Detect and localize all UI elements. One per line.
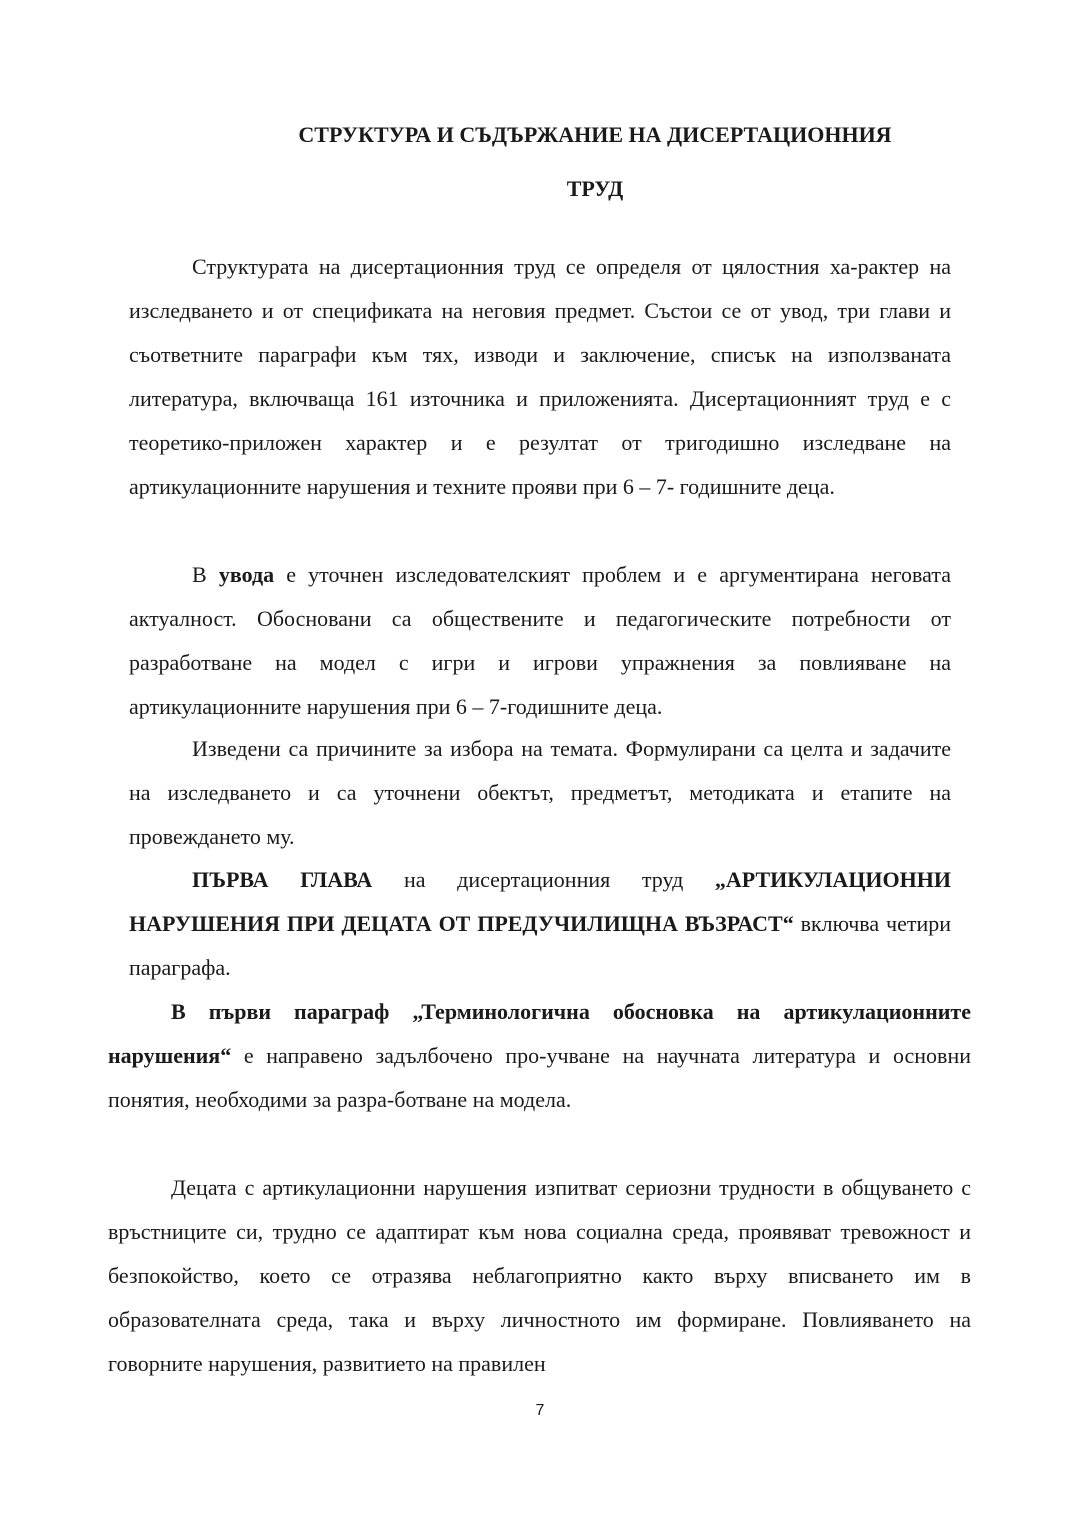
paragraph-structure: Структурата на дисертационния труд се определя от цялостния ха-рактер на изследването и от спецификата на неговия предмет. Състои се от увод, три глави и съответните параграфи към тях, изводи и заключение, списък на използваната литература, включваща 161 източника и приложенията. Дисертационният труд е с теоретико-приложен характер и е резултат от тригодишно изследване на артикулационните нарушения и техните прояви при 6 – 7- годишните деца. bbox=[129, 254, 951, 499]
chapter-one-label: ПЪРВА ГЛАВА bbox=[192, 867, 373, 892]
paragraph-children: Децата с артикулационни нарушения изпитват сериозни трудности в общуването с връстниците си, трудно се адаптират към нова социална среда, проявяват тревожност и безпокойство, което се отразява неблагоприятно както върху вписването им в образователната среда, така и върху личностното им формиране. Повлияването на говорните нарушения, развитието на правилен bbox=[108, 1175, 971, 1376]
page-title-line-2: ТРУД bbox=[566, 176, 624, 201]
first-section-post: е направено задълбочено про-учване на научната литература и основни понятия, необходими за разра-ботване на модела. bbox=[108, 1043, 971, 1112]
paragraph-introduction-pre: В bbox=[192, 562, 219, 587]
page-title-line-1: СТРУКТУРА И СЪДЪРЖАНИЕ НА ДИСЕРТАЦИОННИЯ bbox=[298, 122, 892, 147]
first-section-title: В първи параграф „Терминологична обосновка на артикулационните нарушения“ bbox=[108, 999, 971, 1068]
chapter-one-post: включва четири параграфа. bbox=[129, 911, 951, 980]
paragraph-chapter-one bbox=[129, 858, 951, 990]
page-number: 7 bbox=[535, 1402, 545, 1419]
chapter-one-title: „АРТИКУЛАЦИОННИ НАРУШЕНИЯ ПРИ ДЕЦАТА ОТ ПРЕДУЧИЛИЩНА ВЪЗРАСТ“ bbox=[129, 867, 951, 936]
paragraph-first-section bbox=[108, 990, 971, 1122]
paragraph-introduction-bold: увода bbox=[218, 562, 275, 587]
paragraph-introduction bbox=[129, 553, 951, 729]
paragraph-introduction-post: е уточнен изследователският проблем и е аргументирана неговата актуалност. Обосновани са обществените и педагогическите потребности от разработване на модел с игри и игрови упражнения за повлияване на артикулационните нарушения при 6 – 7-годишните деца. bbox=[129, 562, 951, 719]
page-title bbox=[150, 108, 1040, 216]
chapter-one-mid: на дисертационния труд bbox=[372, 867, 715, 892]
paragraph-topic-reasons: Изведени са причините за избора на темата. Формулирани са целта и задачите на изследването и са уточнени обектът, предметът, методиката и етапите на провеждането му. bbox=[129, 736, 951, 849]
